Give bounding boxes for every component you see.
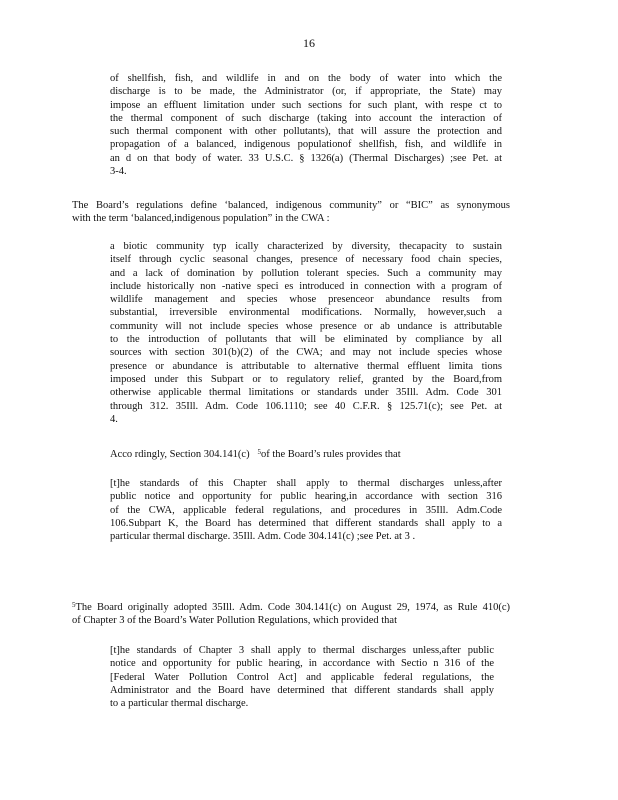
quote-line: sources with section 301(b)(2) of the CWA; and may not include species whose [110,347,502,359]
body-paragraph [72,199,510,226]
footnote-block-quote [110,644,494,710]
quote-line: community will not include species whose presence or ab undance is attributable [110,320,502,332]
quote-line: substantial, irreversible environmental modifications. Normally, however,such a [110,307,502,319]
quote-line: an d on that body of water. 33 U.S.C. § 1326(a) (Thermal Discharges) ;see Pet. at [110,152,502,164]
quote-line: of the CWA, applicable federal regulations, and procedures in 35Ill. Adm.Code [110,504,502,516]
paragraph-text: of the Board’s rules provides that [260,449,401,460]
quote-line: notice and opportunity for public hearing, in accordance with Sectio n 316 of the [110,658,494,670]
quote-line: 4. [110,413,118,425]
quote-line: [t]he standards of Chapter 3 shall apply to thermal discharges unless,after public [110,645,494,656]
quote-line: and a lack of domination by pollution tolerant species. Such a community may [110,267,502,279]
quote-line: public notice and opportunity for public hearing,in accordance with section 316 [110,491,502,503]
quote-line: to a particular thermal discharge. [110,698,249,710]
quote-line: imposed under this Subpart or to regulatory relief, granted by the Board,from [110,373,502,385]
quote-line: [t]he standards of this Chapter shall apply to thermal discharges unless,after [110,478,502,489]
quote-line: through 312. 35Ill. Adm. Code 106.1110; see 40 C.F.R. § 125.71(c); see Pet. at [110,400,502,412]
page-number: 16 [303,36,315,50]
quote-line: 3-4. [110,166,127,178]
rule-block-quote [110,477,502,543]
paragraph-line [110,448,510,461]
quote-line: the thermal component of such discharge (taking into account the interaction of [110,112,502,124]
statute-block-quote [110,72,502,178]
quote-line: impose an effluent limitation under such sections for such plant, with respe ct to [110,99,502,111]
quote-line: such thermal component with other pollutants), that will assure the protection and [110,126,502,138]
quote-line: itself through cyclic seasonal changes, presence of necessary food chain species, [110,254,502,266]
quote-line: propagation of a balanced, indigenous populationof shellfish, fish, and wildlife in [110,139,502,151]
quote-line: wildlife management and species whose presenceor abundance results from [110,294,502,306]
quote-line: discharge is to be made, the Administrator (or, if appropriate, the State) may [110,86,502,98]
quote-line: Administrator and the Board have determined that different standards shall apply [110,684,494,696]
footnote-reference: 5 [257,448,261,456]
quote-line: otherwise applicable thermal limitations or standards under 35Ill. Adm. Code 301 [110,387,502,399]
paragraph-line: with the term ‘balanced,indigenous population” in the CWA : [72,213,330,225]
quote-line: 106.Subpart K, the Board has determined that different standards shall apply to a [110,517,502,529]
footnote-line: of Chapter 3 of the Board’s Water Pollution Regulations, which provided that [72,615,397,627]
quote-line: particular thermal discharge. 35Ill. Adm. Code 304.141(c) ;see Pet. at 3 . [110,531,416,543]
paragraph-text: Acco rdingly, Section 304.141(c) [110,449,250,460]
paragraph-line: The Board’s regulations define ‘balanced, indigenous community” or “BIC” as synonymous [72,200,510,211]
footnote-mark: 5 [72,601,76,609]
quote-line: presence or abundance is attributable to alternative thermal effluent limita tions [110,360,502,372]
quote-line: a biotic community typ ically characterized by diversity, thecapacity to sustain [110,241,502,252]
footnote-line [72,601,510,614]
body-paragraph-accordingly [110,448,510,461]
quote-line: to the introduction of pollutants that will be eliminated by compliance by all [110,334,502,346]
footnote-text: The Board originally adopted 35Ill. Adm. Code 304.141(c) on August 29, 1974, as Rule 410(c) [75,602,510,613]
quote-line: include historically non -native speci es introduced in connection with a program of [110,280,502,292]
definition-block-quote [110,240,502,426]
quote-line: [Federal Water Pollution Control Act] and applicable federal regulations, the [110,671,494,683]
quote-line: of shellfish, fish, and wildlife in and on the body of water into which the [110,73,502,84]
footnote [72,601,510,628]
